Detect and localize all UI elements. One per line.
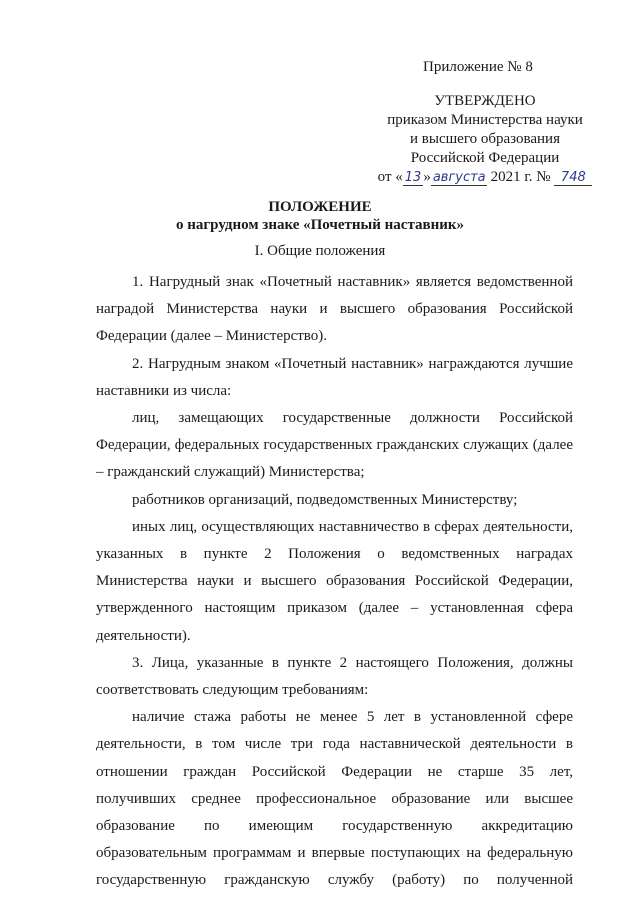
annex-number: Приложение № 8 xyxy=(423,59,533,75)
document-title xyxy=(0,198,640,234)
order-number-handwritten: 748 xyxy=(554,170,592,186)
date-year: 2021 г. № xyxy=(490,169,551,185)
approved-label: УТВЕРЖДЕНО xyxy=(434,93,536,109)
paragraph-5: иных лиц, осуществляющих наставничество в сферах деятельности, указанных в пункте 2 Положения о ведомственных наградах Министерства науки и высшего образования Российской Федерации, утвержденного настоящим приказом (далее – установленная сфера деятельности). xyxy=(96,518,573,644)
approval-block xyxy=(360,92,610,187)
paragraph-3: лиц, замещающих государственные должности Российской Федерации, федеральных государственных гражданских служащих (далее – гражданский служащий) Министерства; xyxy=(96,410,573,481)
date-day-handwritten: 13 xyxy=(404,170,422,185)
paragraph-7: наличие стажа работы не менее 5 лет в установленной сфере деятельности, в том числе три года наставнической деятельности в отношении граждан Российской Федерации не старше 35 лет, получивших среднее профессиональное образование или высшее образование по имеющим государственную аккредитацию образовательным программам и впервые поступающих на федеральную государственную гражданскую службу (работу) по полученной xyxy=(96,709,573,889)
date-month-handwritten: августа xyxy=(432,170,486,185)
order-line-2: и высшего образования xyxy=(410,131,560,147)
section-heading: I. Общие положения xyxy=(254,243,386,259)
date-mid: » xyxy=(423,169,431,185)
paragraph-2: 2. Нагрудным знаком «Почетный наставник» награждаются лучшие наставники из числа: xyxy=(96,355,573,399)
title-line-2: о нагрудном знаке «Почетный наставник» xyxy=(175,217,465,233)
order-line-1: приказом Министерства науки xyxy=(387,112,583,128)
paragraph-1: 1. Нагрудный знак «Почетный наставник» является ведомственной наградой Министерства науки и высшего образования Российской Федерации (далее – Министерство). xyxy=(96,274,573,345)
order-date-line xyxy=(360,168,610,187)
date-prefix: от « xyxy=(377,169,403,185)
title-line-1: ПОЛОЖЕНИЕ xyxy=(268,199,372,215)
document-body xyxy=(96,269,573,895)
order-line-3: Российской Федерации xyxy=(410,150,560,166)
paragraph-4: работников организаций, подведомственных Министерству; xyxy=(132,491,518,508)
paragraph-6: 3. Лица, указанные в пункте 2 настоящего Положения, должны соответствовать следующим требованиям: xyxy=(96,654,573,699)
